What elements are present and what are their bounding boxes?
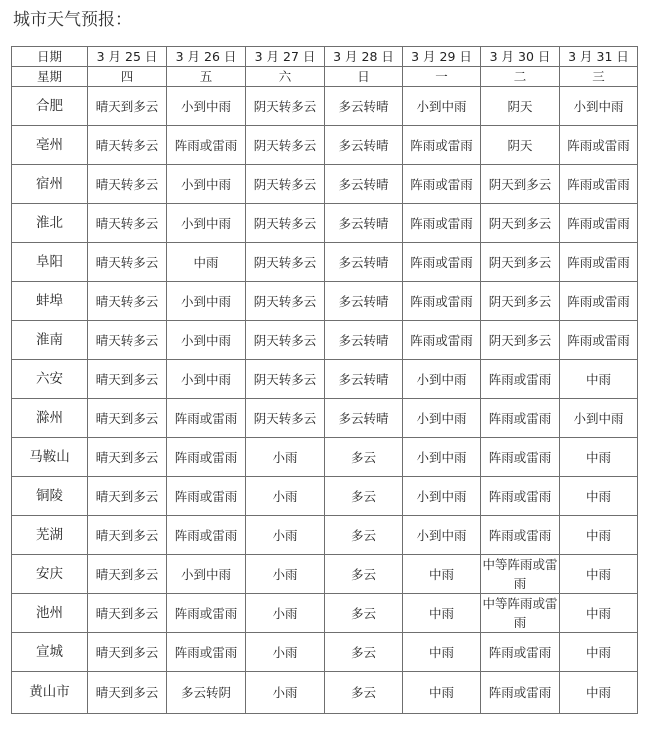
city-cell: 六安 xyxy=(12,360,88,399)
date-header: 3 月 25 日 xyxy=(88,47,167,67)
forecast-cell: 阵雨或雷雨 xyxy=(167,477,246,516)
forecast-cell: 中雨 xyxy=(167,243,246,282)
table-row xyxy=(12,282,638,321)
date-header: 3 月 31 日 xyxy=(560,47,638,67)
forecast-cell: 多云 xyxy=(325,672,403,714)
forecast-cell: 多云转阴 xyxy=(167,672,246,714)
forecast-cell: 小到中雨 xyxy=(167,165,246,204)
table-row xyxy=(12,165,638,204)
forecast-cell: 小到中雨 xyxy=(167,555,246,594)
table-row xyxy=(12,399,638,438)
forecast-cell: 小雨 xyxy=(246,516,325,555)
forecast-cell: 中雨 xyxy=(403,594,481,633)
forecast-cell: 多云转晴 xyxy=(325,165,403,204)
forecast-cell: 晴天到多云 xyxy=(88,633,167,672)
forecast-cell: 阵雨或雷雨 xyxy=(560,165,638,204)
forecast-cell: 多云转晴 xyxy=(325,126,403,165)
city-cell: 阜阳 xyxy=(12,243,88,282)
forecast-cell: 阵雨或雷雨 xyxy=(481,399,560,438)
date-header: 3 月 28 日 xyxy=(325,47,403,67)
forecast-cell: 中雨 xyxy=(560,594,638,633)
date-header: 3 月 27 日 xyxy=(246,47,325,67)
forecast-cell: 小到中雨 xyxy=(167,321,246,360)
forecast-cell: 中雨 xyxy=(560,672,638,714)
forecast-cell: 阵雨或雷雨 xyxy=(403,165,481,204)
forecast-cell: 阵雨或雷雨 xyxy=(403,282,481,321)
forecast-cell: 阴天 xyxy=(481,87,560,126)
forecast-cell: 晴天到多云 xyxy=(88,477,167,516)
forecast-cell: 小雨 xyxy=(246,438,325,477)
forecast-cell: 中等阵雨或雷雨 xyxy=(481,594,560,633)
forecast-cell: 阵雨或雷雨 xyxy=(167,126,246,165)
city-cell: 池州 xyxy=(12,594,88,633)
forecast-cell: 阵雨或雷雨 xyxy=(481,438,560,477)
forecast-cell: 多云 xyxy=(325,594,403,633)
forecast-cell: 阵雨或雷雨 xyxy=(167,399,246,438)
forecast-cell: 多云转晴 xyxy=(325,243,403,282)
city-cell: 淮北 xyxy=(12,204,88,243)
forecast-cell: 阵雨或雷雨 xyxy=(560,243,638,282)
forecast-cell: 中雨 xyxy=(560,438,638,477)
forecast-cell: 小到中雨 xyxy=(403,438,481,477)
date-header-row xyxy=(12,47,638,67)
weekday-header: 二 xyxy=(481,67,560,87)
weekday-header: 一 xyxy=(403,67,481,87)
forecast-cell: 晴天到多云 xyxy=(88,360,167,399)
weekday-header: 四 xyxy=(88,67,167,87)
forecast-cell: 小到中雨 xyxy=(403,87,481,126)
table-row xyxy=(12,360,638,399)
table-row xyxy=(12,204,638,243)
forecast-cell: 阵雨或雷雨 xyxy=(560,204,638,243)
forecast-cell: 中雨 xyxy=(403,633,481,672)
forecast-cell: 阵雨或雷雨 xyxy=(403,243,481,282)
forecast-cell: 晴天到多云 xyxy=(88,555,167,594)
forecast-cell: 小到中雨 xyxy=(167,360,246,399)
forecast-cell: 阴天到多云 xyxy=(481,165,560,204)
forecast-cell: 小雨 xyxy=(246,594,325,633)
city-cell: 铜陵 xyxy=(12,477,88,516)
forecast-cell: 阴天转多云 xyxy=(246,126,325,165)
forecast-cell: 小到中雨 xyxy=(167,87,246,126)
forecast-cell: 阵雨或雷雨 xyxy=(167,438,246,477)
weekday-header-row xyxy=(12,67,638,87)
forecast-cell: 阴天到多云 xyxy=(481,282,560,321)
table-row xyxy=(12,633,638,672)
forecast-cell: 小到中雨 xyxy=(560,399,638,438)
forecast-cell: 阵雨或雷雨 xyxy=(167,594,246,633)
forecast-cell: 阴天转多云 xyxy=(246,165,325,204)
date-header: 3 月 29 日 xyxy=(403,47,481,67)
forecast-cell: 晴天转多云 xyxy=(88,321,167,360)
forecast-cell: 阴天转多云 xyxy=(246,87,325,126)
forecast-cell: 阴天到多云 xyxy=(481,243,560,282)
forecast-cell: 晴天到多云 xyxy=(88,672,167,714)
table-row xyxy=(12,126,638,165)
forecast-cell: 小雨 xyxy=(246,555,325,594)
forecast-cell: 阴天转多云 xyxy=(246,282,325,321)
forecast-cell: 中雨 xyxy=(560,516,638,555)
city-cell: 亳州 xyxy=(12,126,88,165)
city-cell: 黄山市 xyxy=(12,672,88,714)
forecast-cell: 阴天到多云 xyxy=(481,321,560,360)
weekday-header: 六 xyxy=(246,67,325,87)
forecast-cell: 小到中雨 xyxy=(403,360,481,399)
table-row xyxy=(12,477,638,516)
forecast-cell: 多云转晴 xyxy=(325,360,403,399)
weekday-header: 三 xyxy=(560,67,638,87)
forecast-cell: 多云转晴 xyxy=(325,282,403,321)
forecast-cell: 中雨 xyxy=(403,672,481,714)
forecast-cell: 阴天转多云 xyxy=(246,204,325,243)
forecast-cell: 阵雨或雷雨 xyxy=(403,126,481,165)
table-row xyxy=(12,243,638,282)
forecast-cell: 阴天 xyxy=(481,126,560,165)
forecast-cell: 小到中雨 xyxy=(403,477,481,516)
forecast-cell: 阴天转多云 xyxy=(246,243,325,282)
forecast-cell: 阵雨或雷雨 xyxy=(560,126,638,165)
forecast-cell: 小到中雨 xyxy=(403,516,481,555)
forecast-cell: 多云 xyxy=(325,477,403,516)
weekday-label: 星期 xyxy=(12,67,88,87)
forecast-cell: 阵雨或雷雨 xyxy=(481,516,560,555)
forecast-cell: 晴天转多云 xyxy=(88,165,167,204)
city-cell: 安庆 xyxy=(12,555,88,594)
table-row xyxy=(12,438,638,477)
forecast-cell: 中等阵雨或雷雨 xyxy=(481,555,560,594)
city-cell: 马鞍山 xyxy=(12,438,88,477)
city-cell: 滁州 xyxy=(12,399,88,438)
forecast-cell: 中雨 xyxy=(560,360,638,399)
forecast-cell: 阵雨或雷雨 xyxy=(560,321,638,360)
forecast-cell: 阵雨或雷雨 xyxy=(167,633,246,672)
forecast-cell: 阵雨或雷雨 xyxy=(481,360,560,399)
forecast-cell: 中雨 xyxy=(403,555,481,594)
city-cell: 宿州 xyxy=(12,165,88,204)
table-body xyxy=(12,47,638,714)
forecast-cell: 多云转晴 xyxy=(325,87,403,126)
forecast-cell: 晴天到多云 xyxy=(88,87,167,126)
forecast-cell: 阴天转多云 xyxy=(246,321,325,360)
forecast-cell: 多云转晴 xyxy=(325,399,403,438)
forecast-cell: 阵雨或雷雨 xyxy=(403,321,481,360)
forecast-cell: 多云 xyxy=(325,633,403,672)
forecast-cell: 小到中雨 xyxy=(403,399,481,438)
forecast-cell: 晴天转多云 xyxy=(88,126,167,165)
forecast-cell: 晴天转多云 xyxy=(88,282,167,321)
forecast-cell: 多云转晴 xyxy=(325,204,403,243)
forecast-cell: 多云 xyxy=(325,555,403,594)
forecast-cell: 晴天转多云 xyxy=(88,204,167,243)
forecast-cell: 小到中雨 xyxy=(167,282,246,321)
table-row xyxy=(12,672,638,714)
forecast-cell: 阵雨或雷雨 xyxy=(403,204,481,243)
date-label: 日期 xyxy=(12,47,88,67)
forecast-cell: 晴天转多云 xyxy=(88,243,167,282)
table-row xyxy=(12,516,638,555)
forecast-cell: 阵雨或雷雨 xyxy=(481,633,560,672)
forecast-cell: 多云 xyxy=(325,438,403,477)
city-cell: 芜湖 xyxy=(12,516,88,555)
city-cell: 合肥 xyxy=(12,87,88,126)
forecast-cell: 阴天转多云 xyxy=(246,399,325,438)
forecast-cell: 多云 xyxy=(325,516,403,555)
city-cell: 蚌埠 xyxy=(12,282,88,321)
forecast-cell: 中雨 xyxy=(560,633,638,672)
city-cell: 淮南 xyxy=(12,321,88,360)
forecast-cell: 晴天到多云 xyxy=(88,594,167,633)
forecast-cell: 中雨 xyxy=(560,555,638,594)
forecast-cell: 阵雨或雷雨 xyxy=(167,516,246,555)
forecast-cell: 阵雨或雷雨 xyxy=(481,672,560,714)
table-row xyxy=(12,555,638,594)
forecast-cell: 阴天转多云 xyxy=(246,360,325,399)
date-header: 3 月 26 日 xyxy=(167,47,246,67)
forecast-cell: 阵雨或雷雨 xyxy=(481,477,560,516)
table-row xyxy=(12,87,638,126)
forecast-cell: 小到中雨 xyxy=(560,87,638,126)
city-cell: 宣城 xyxy=(12,633,88,672)
forecast-cell: 中雨 xyxy=(560,477,638,516)
page-title: 城市天气预报： xyxy=(13,10,132,30)
forecast-cell: 小雨 xyxy=(246,672,325,714)
forecast-cell: 小雨 xyxy=(246,633,325,672)
weekday-header: 日 xyxy=(325,67,403,87)
forecast-cell: 小到中雨 xyxy=(167,204,246,243)
forecast-cell: 小雨 xyxy=(246,477,325,516)
weekday-header: 五 xyxy=(167,67,246,87)
table-row xyxy=(12,321,638,360)
date-header: 3 月 30 日 xyxy=(481,47,560,67)
forecast-cell: 阵雨或雷雨 xyxy=(560,282,638,321)
forecast-cell: 晴天到多云 xyxy=(88,516,167,555)
forecast-cell: 晴天到多云 xyxy=(88,399,167,438)
forecast-cell: 多云转晴 xyxy=(325,321,403,360)
weather-forecast-table xyxy=(11,46,638,714)
forecast-cell: 阴天到多云 xyxy=(481,204,560,243)
forecast-cell: 晴天到多云 xyxy=(88,438,167,477)
table-row xyxy=(12,594,638,633)
